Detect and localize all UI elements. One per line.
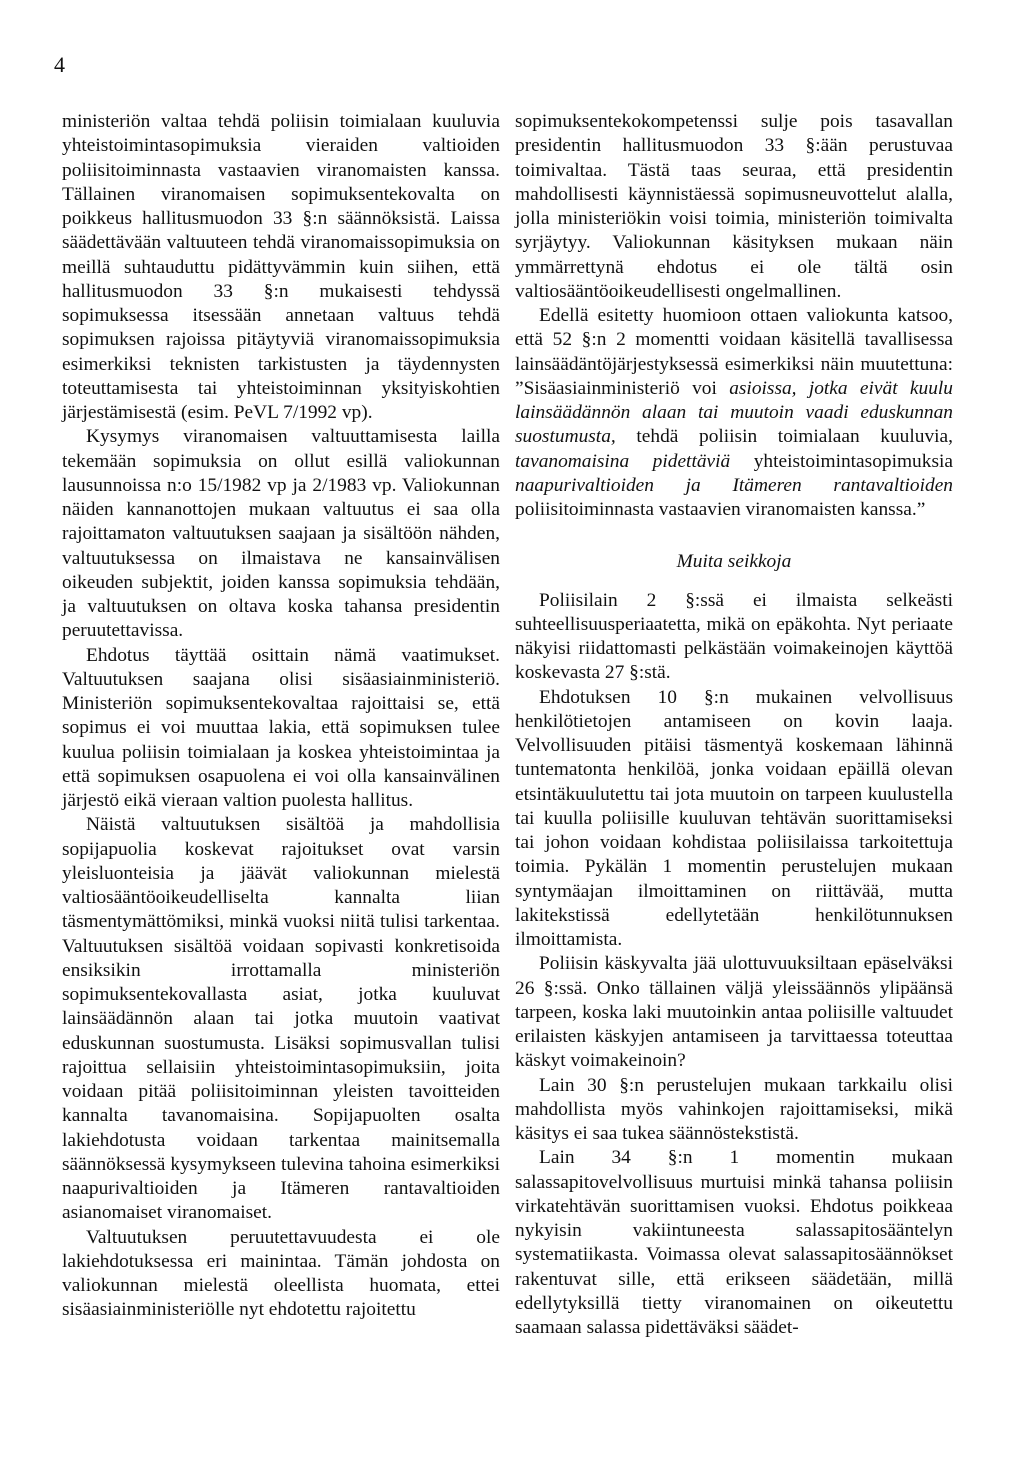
text-segment: yhteistoimintasopimuksia [730, 450, 953, 472]
paragraph: ministeriön valtaa tehdä poliisin toimialaan kuuluvia yhteistoimintasopimuksia vieraiden valtioiden poliisitoiminnasta vastaavien viranomaisten kanssa. Tällainen viranomaisen sopimuksentekovalta on poikkeus hallitusmuodon 33 §:n säännöksistä. Laissa säädettävään valtuuteen tehdä viranomaissopimuksia on meillä suhtauduttu pidättyvämmin kuin siihen, että hallitusmuodon 33 §:n mukaisesti tehdyssä sopimuksessa itsessään annetaan valtuus tehdä sopimuksen rajoissa pitäytyviä viranomaissopimuksia esimerkiksi teknisten tarkistusten ja täydennysten toteuttamisesta tai yhteistoiminnan yksityiskohtien järjestämisestä (esim. PeVL 7/1992 vp). [62, 111, 500, 423]
paragraph: Poliisin käskyvalta jää ulottuvuuksiltaan epäselväksi 26 §:ssä. Onko tällainen väljä yleissäännös ylipäänsä tarpeen, koska laki muutoinkin antaa poliisille valtuudet erilaisten käskyjen antamiseen ja tarvittaessa toteuttaa käskyt voimakeinoin? [515, 953, 953, 1072]
paragraph: Ehdotus täyttää osittain nämä vaatimukset. Valtuutuksen saajana olisi sisäasiainministeriö. Ministeriön sopimuksentekovaltaa rajoittaisi se, että sopimus ei voi muuttaa lakia, että sopimuksen tulee kuulua poliisin toimialaan ja koskea yhteistoimintaa ja että sopimuksen osapuolena ei voi olla kansainvälinen järjestö eikä vieraan valtion puolesta hallitus. [62, 644, 500, 811]
text-segment: poliisitoiminnasta vastaavien viranomaisten kanssa.” [515, 499, 926, 520]
page-number: 4 [54, 52, 65, 77]
text-segment: Edellä esitetty huomioon ottaen valiokunta katsoo, että 52 §:n 2 momentti voidaan käsitellä tavallisessa lainsäädäntöjärjestyksessä esimerkiksi näin muutettuna: ”Sisäasiainministeriö voi [515, 305, 953, 399]
paragraph: Kysymys viranomaisen valtuuttamisesta lailla tekemään sopimuksia on ollut esillä valiokunnan lausunnoissa n:o 15/1982 vp ja 2/1983 vp. Valiokunnan näiden kannanottojen mukaan valtuutus ei saa olla rajoittamaton valtuutuksen saajaan ja sisältöön nähden, valtuutuksessa on ilmaistava ne kansainvälisen oikeuden subjektit, joiden kanssa sopimuksia tehdään, ja valtuutuksen on oltava koska tahansa presidentin peruutettavissa. [62, 426, 500, 642]
paragraph: Poliisilain 2 §:ssä ei ilmaista selkeästi suhteellisuusperiaatetta, mikä on epäkohta. Nyt periaate näkyisi riidattomasti pelkästään voimakeinojen käyttöä koskevasta 27 §:stä. [515, 589, 953, 684]
paragraph: Lain 34 §:n 1 momentin mukaan salassapitovelvollisuus murtuisi minkä tahansa poliisin virkatehtävän suorittamisen vuoksi. Ehdotus poikkeaa nykyisin vakiintuneesta salassapitosääntelyn systematiikasta. Voimassa olevat salassapitosäännökset rakentuvat sille, että erikseen säädetään, millä edellytyksillä tietty viranomainen on oikeutettu saamaan salassa pidettäväksi säädet- [515, 1147, 953, 1338]
quote-paragraph [515, 304, 953, 522]
italic-segment: asioissa, jotka eivät kuulu lainsäädännön alaan tai muutoin vaadi eduskunnan suostumusta, [515, 377, 953, 448]
italic-segment: naapurivaltioiden ja Itämeren rantavaltioiden [515, 474, 953, 496]
left-column [62, 110, 500, 1323]
paragraph: Valtuutuksen peruutettavuudesta ei ole lakiehdotuksessa eri mainintaa. Tämän johdosta on valiokunnan mielestä oleellista huomata, ettei sisäasiainministeriölle nyt ehdotettu rajoitettu [62, 1226, 500, 1321]
paragraph: Lain 30 §:n perustelujen mukaan tarkkailu olisi mahdollista myös vahinkojen rajoittamiseksi, mikä käsitys ei saa tukea säännöstekstistä. [515, 1074, 953, 1144]
paragraph: Näistä valtuutuksen sisältöä ja mahdollisia sopijapuolia koskevat rajoitukset ovat varsin yleisluonteisia ja jäävät valiokunnan mielestä valtiosääntöoikeudelliselta kannalta liian täsmentymättömiksi, minkä vuoksi niitä tulisi tarkentaa. Valtuutuksen sisältöä voidaan sopivasti konkretisoida ensiksikin irrottamalla ministeriön sopimuksentekovallasta asiat, jotka kuuluvat lainsäädännön alaan tai jotka muutoin vaativat eduskunnan suostumusta. Lisäksi sopimusvallan tulisi rajoittua sellaisiin yhteistoimintasopimuksiin, joita voidaan pitää poliisitoiminnan yleisten tavoitteiden kannalta tavanomaisina. Sopijapuolten osalta lakiehdotusta voidaan tarkentaa mainitsemalla säännöksessä kysymykseen tulevina tahoina esimerkiksi naapurivaltioiden ja Itämeren rantavaltioiden asianomaiset viranomaiset. [62, 814, 500, 1224]
italic-segment: tavanomaisina pidettäviä [515, 450, 731, 472]
paragraph: Ehdotuksen 10 §:n mukainen velvollisuus henkilötietojen antamiseen on kovin laaja. Velvollisuuden pitäisi täsmentyä koskemaan lähinnä tuntematonta henkilöä, jonka voidaan epäillä olevan etsintäkuulutettu tai jota muutoin on tarpeen kuulustella tai kuulla poliisille kuuluvan tehtävän suorittamiseksi tai johon voidaan kohdistaa poliisilaissa tarkoitettuja toimia. Pykälän 1 momentin perustelujen mukaan syntymäajan ilmoittaminen on riittävää, mutta lakitekstissä edellytetään henkilötunnuksen ilmoittamista. [515, 686, 953, 950]
paragraph: sopimuksentekokompetenssi sulje pois tasavallan presidentin hallitusmuodon 33 §:ään perustuvaa toimivaltaa. Tästä taas seuraa, että presidentin mahdollisesti käynnistäessä sopimusneuvottelut alalla, jolla ministeriökin voisi toimia, ministeriön toimivalta syrjäytyy. Valiokunnan käsityksen mukaan näin ymmärrettynä ehdotus ei ole tältä osin valtiosääntöoikeudellisesti ongelmallinen. [515, 111, 953, 302]
right-column [515, 110, 953, 1340]
section-heading: Muita seikkoja [676, 551, 792, 573]
text-segment: tehdä poliisin toimialaan kuuluvia, [615, 426, 953, 448]
